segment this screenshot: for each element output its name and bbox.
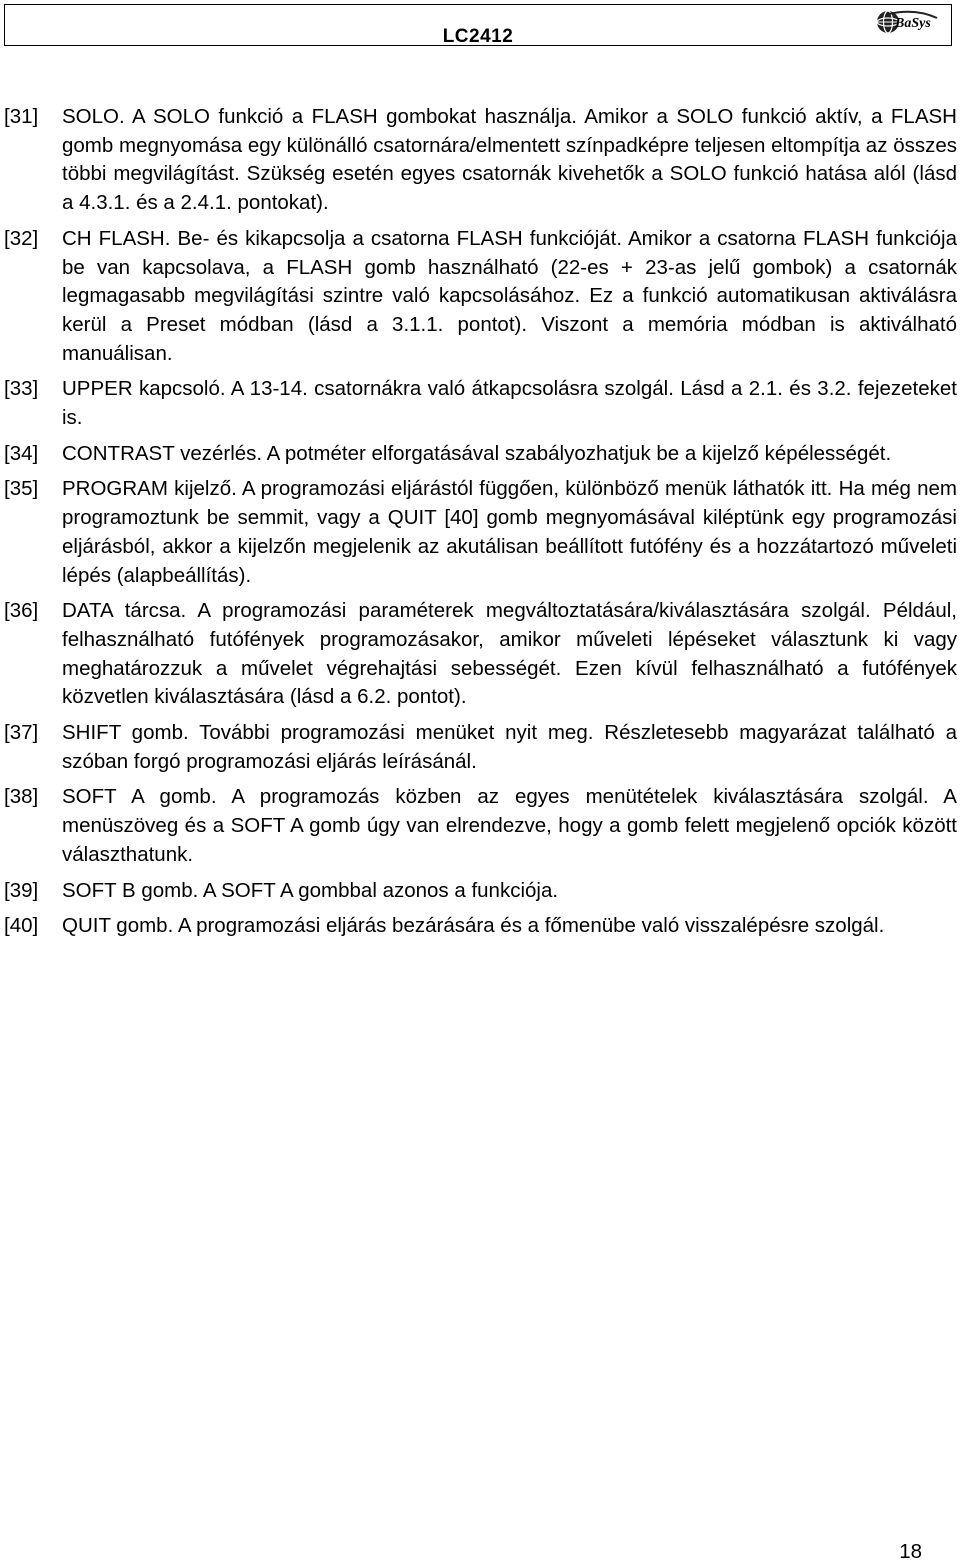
list-item [4,103,957,218]
item-text: SHIFT gomb. További programozási menüket nyit meg. Részletesebb magyarázat található a szóban forgó programozási eljárás leírásánál. [62,721,957,773]
item-text: DATA tárcsa. A programozási paraméterek megváltoztatására/kiválasztására szolgál. Például, felhasználható futófények programozásakor, amikor műveleti lépéseket választunk ki vagy meghatározzuk a művelet végrehajtási sebességét. Ezen kívül felhasználható a futófények közvetlen kiválasztására (lásd a 6.2. pontot). [62,599,957,709]
item-text: CONTRAST vezérlés. A potméter elforgatásával szabályozhatjuk be a kijelző képélességét. [62,441,892,465]
item-number: [39] [4,878,39,902]
list-item [4,375,957,432]
list-item [4,597,957,712]
item-number: [36] [4,599,39,623]
item-text: SOFT A gomb. A programozás közben az egyes menütételek kiválasztására szolgál. A menüszöveg és a SOFT A gomb úgy van elrendezve, hogy a gomb felett megjelenő opciók között választhatunk. [62,785,957,866]
page-header [4,4,952,46]
item-number: [35] [4,477,39,501]
item-number: [33] [4,377,39,401]
item-number: [32] [4,226,39,250]
item-text: SOLO. A SOLO funkció a FLASH gombokat használja. Amikor a SOLO funkció aktív, a FLASH gomb megnyomása egy különálló csatornára/elmentett színpadképre teljesen eltompítja az összes többi megvilágítást. Szükség esetén egyes csatornák kivehetők a SOLO funkció hatása alól (lásd a 4.3.1. és a 2.4.1. pontokat). [62,105,957,215]
basys-logo [875,8,941,38]
item-text: PROGRAM kijelző. A programozási eljárástól függően, különböző menük láthatók itt. Ha még nem programoztunk be semmit, vagy a QUIT [40] gomb megnyomásával kiléptünk egy programozási eljárásból, akkor a kijelzőn megjelenik az akutálisan beállított futófény és a hozzátartozó műveleti lépés (alapbeállítás). [62,477,957,587]
item-number: [40] [4,914,39,938]
document-body [4,103,957,948]
list-item [4,440,957,469]
item-number: [31] [4,105,39,128]
item-text: SOFT B gomb. A SOFT A gombbal azonos a funkciója. [62,878,559,902]
item-text: QUIT gomb. A programozási eljárás bezárására és a főmenübe való visszalépésre szolgál. [62,914,885,938]
list-item [4,912,957,941]
item-number: [34] [4,441,39,465]
item-text: CH FLASH. Be- és kikapcsolja a csatorna FLASH funkcióját. Amikor a csatorna FLASH funkciója be van kapcsolava, a FLASH gomb használható (22-es + 23-as jelű gombok) a csatornák legmagasabb megvilágítási szintre való kapcsolásához. Ez a funkció automatikusan aktiválásra kerül a Preset módban (lásd a 3.1.1. pontot). Viszont a memória módban is aktiválható manuálisan. [62,226,957,365]
list-item [4,783,957,869]
list-item [4,225,957,369]
item-number: [37] [4,721,39,745]
item-number: [38] [4,785,39,809]
logo-wordmark: BaSys [895,16,931,31]
list-item [4,719,957,776]
list-item [4,877,957,906]
document-title: LC2412 [442,26,514,47]
list-item [4,475,957,590]
item-text: UPPER kapcsoló. A 13-14. csatornákra való átkapcsolásra szolgál. Lásd a 2.1. és 3.2. fejezeteket is. [62,377,957,430]
page-number: 18 [899,1540,922,1563]
